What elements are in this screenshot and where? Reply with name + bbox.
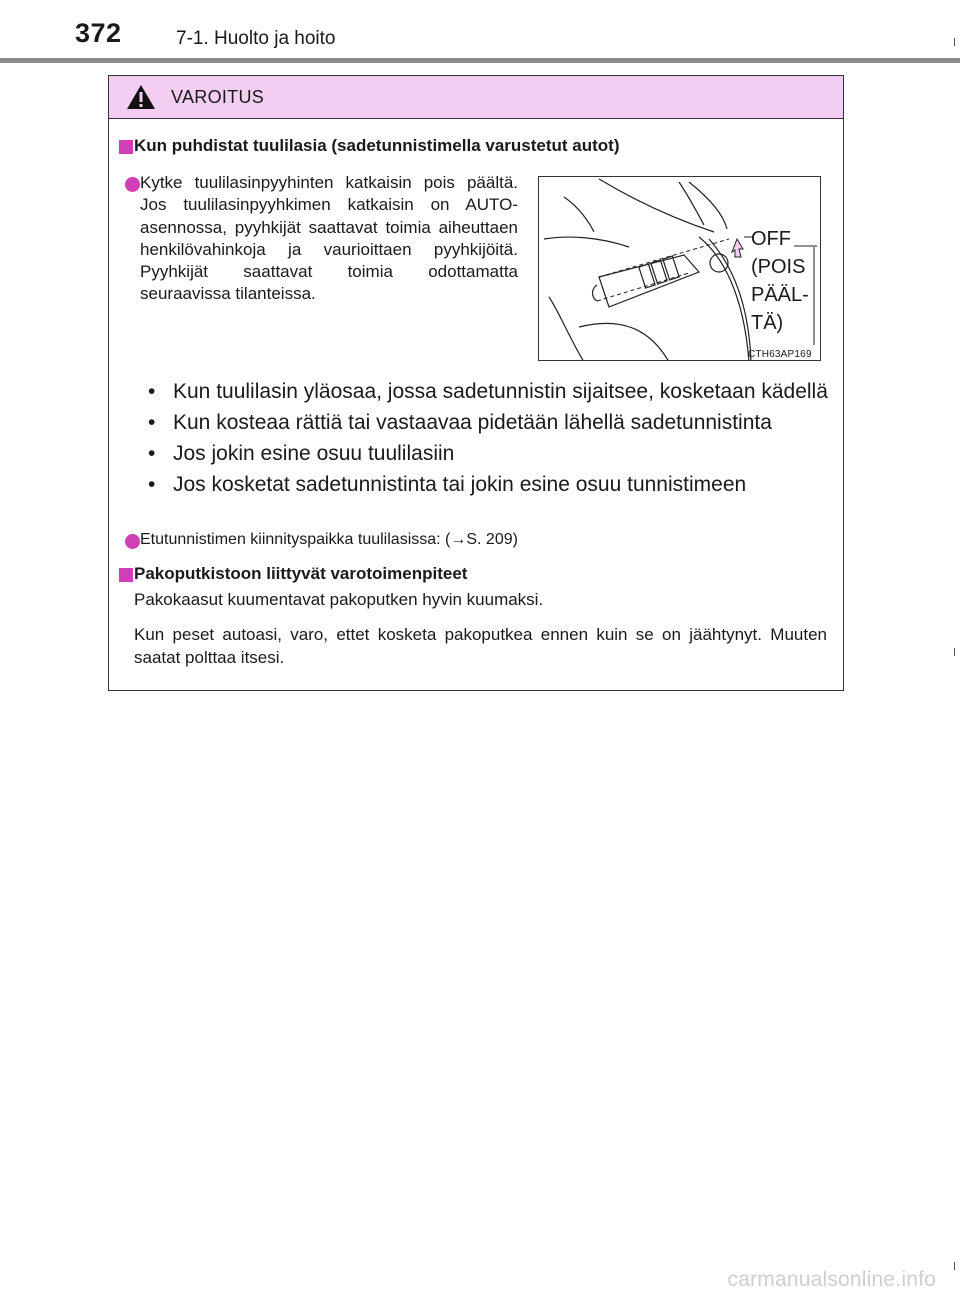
- list-item-text: Kun tuulilasin yläosaa, jossa sadetunnistin sijaitsee, kosketaan kädellä: [173, 380, 828, 403]
- crop-mark: [954, 1262, 955, 1270]
- exhaust-paragraph-2: Kun peset autoasi, varo, ettet kosketa pakoputkea ennen kuin se on jäähtynyt. Muuten saatat polttaa itsesi.: [134, 625, 827, 667]
- section-title: 7-1. Huolto ja hoito: [176, 28, 336, 49]
- square-bullet-icon: [119, 568, 133, 582]
- list-item-text: Jos jokin esine osuu tuulilasiin: [173, 442, 455, 465]
- list-bullet: •: [148, 473, 156, 496]
- warning-triangle-icon: [126, 84, 156, 110]
- list-item-text: Jos kosketat sadetunnistinta tai jokin esine osuu tunnistimeen: [173, 473, 747, 496]
- square-bullet-icon: [119, 140, 133, 154]
- round-bullet-icon: [125, 177, 140, 192]
- list-item-text: Kun kosteaa rättiä tai vastaavaa pidetään lähellä sadetunnistinta: [173, 411, 772, 434]
- crop-mark: [954, 648, 955, 656]
- list-bullet: •: [148, 380, 156, 403]
- list-item: [126, 438, 832, 469]
- heading-rain-sensor: Kun puhdistat tuulilasia (sadetunnistimella varustetut autot): [134, 136, 620, 155]
- list-bullet: •: [148, 411, 156, 434]
- paragraph-switch-off: Kytke tuulilasinpyyhinten katkaisin pois päältä. Jos tuulilasinpyyhkimen katkaisin on AUTO-asennossa, pyyhkijät saattavat toimia aiheuttaen henkilövahinkoja ja vaurioittaen pyyhkijöitä. Pyyhkijät saattavat toimia odottamatta seuraavissa tilanteissa.: [140, 173, 518, 304]
- warning-label: VAROITUS: [171, 87, 265, 107]
- figure-caption: CTH63AP169: [748, 349, 812, 360]
- page-number: 372: [75, 18, 122, 48]
- warning-header: [109, 76, 843, 119]
- wiper-switch-figure: [538, 176, 821, 361]
- header-rule: [0, 58, 960, 63]
- warning-box: [108, 75, 844, 691]
- exhaust-paragraph-1: Pakokaasut kuumentavat pakoputken hyvin kuumaksi.: [134, 590, 544, 609]
- watermark-text: carmanualsonline.info: [727, 1268, 936, 1291]
- list-item: [126, 376, 832, 407]
- list-item: [126, 407, 832, 438]
- sensor-location-text: Etutunnistimen kiinnityspaikka tuulilasissa: (→S. 209): [140, 531, 518, 548]
- crop-mark: [954, 38, 955, 46]
- list-bullet: •: [148, 442, 156, 465]
- figure-callout-off: OFF (POIS PÄÄL- TÄ): [751, 228, 809, 334]
- situations-list: [126, 376, 832, 500]
- list-item: [126, 469, 832, 500]
- heading-exhaust: Pakoputkistoon liittyvät varotoimenpiteet: [134, 564, 468, 583]
- round-bullet-icon: [125, 534, 140, 549]
